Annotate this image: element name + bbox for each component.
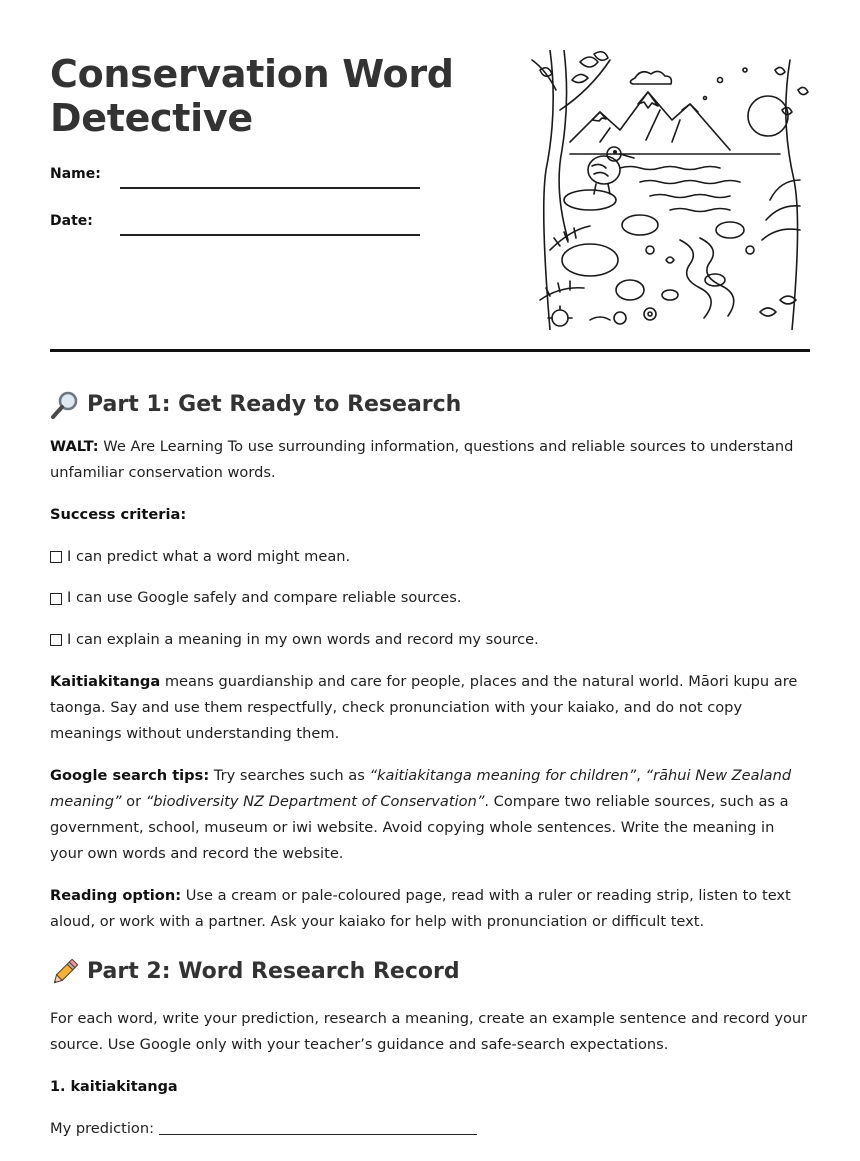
walt-text: We Are Learning To use surrounding information, questions and reliable sources to understand unfamiliar conservation words. <box>50 438 794 481</box>
criteria-item-1-text: I can predict what a word might mean. <box>67 547 351 565</box>
part1-heading-text: Part 1: Get Ready to Research <box>87 392 462 417</box>
reading-option-text: Use a cream or pale-coloured page, read with a ruler or reading strip, listen to text aloud, or work with a partner. Ask your kaiako for help with pronunciation or difficult text. <box>50 886 791 930</box>
worksheet-content <box>50 352 810 1142</box>
kaitiakitanga-text: means guardianship and care for people, places and the natural world. Māori kupu are taonga. Say and use them respectfully, check pronunciation with your kaiako, and do not copy meanings without understanding them. <box>50 672 798 742</box>
name-field[interactable] <box>50 166 420 190</box>
criteria-item-3[interactable] <box>50 627 810 653</box>
google-query-3: “biodiversity NZ Department of Conservation” <box>145 792 485 810</box>
success-criteria-label <box>50 502 810 528</box>
walt-label: WALT: <box>50 438 99 455</box>
reading-option-paragraph <box>50 883 810 935</box>
kaitiakitanga-label: Kaitiakitanga <box>50 672 161 690</box>
google-query-2: “rāhui New Zealand meaning” <box>50 766 792 810</box>
name-label: Name: <box>50 166 101 182</box>
worksheet-header <box>50 0 810 352</box>
walt-paragraph <box>50 434 810 486</box>
prediction-label: My prediction: <box>50 1119 159 1137</box>
date-label: Date: <box>50 213 93 229</box>
part2-intro: For each word, write your prediction, research a meaning, create an example sentence and record your source. Use Google only with your teacher’s guidance and safe-search expectations. <box>50 1009 808 1053</box>
magnifying-glass-icon <box>50 390 80 420</box>
prediction-row[interactable] <box>50 1116 810 1142</box>
prediction-write-line[interactable] <box>159 1120 477 1135</box>
name-write-line[interactable] <box>120 187 420 189</box>
reading-option-label: Reading option: <box>50 886 182 904</box>
pencil-icon <box>50 957 80 987</box>
checkbox-1[interactable] <box>50 551 62 563</box>
date-field[interactable] <box>50 213 420 237</box>
google-tips-paragraph <box>50 763 810 867</box>
part2-heading <box>50 955 810 989</box>
word-1-title: 1. kaitiakitanga <box>50 1078 178 1095</box>
part2-heading-text: Part 2: Word Research Record <box>87 958 460 984</box>
google-query-1: “kaitiakitanga meaning for children” <box>369 766 637 784</box>
google-sep-1: , <box>636 766 646 784</box>
criteria-item-2-text: I can use Google safely and compare reliable sources. <box>67 589 462 606</box>
page-title: Conservation Word Detective <box>50 52 454 140</box>
criteria-item-3-text: I can explain a meaning in my own words and record my source. <box>67 630 539 648</box>
checkbox-2[interactable] <box>50 593 62 605</box>
success-criteria-heading: Success criteria: <box>50 506 187 523</box>
google-tips-post: . Compare two reliable sources, such as a government, school, museum or iwi website. Avoid copying whole sentences. Write the meaning in your own words and record the website. <box>50 792 789 862</box>
criteria-item-2[interactable] <box>50 585 810 611</box>
part1-heading <box>50 388 810 422</box>
nature-scene-kiwi-mountains-icon <box>530 50 810 330</box>
google-sep-2: or <box>121 792 146 810</box>
date-write-line[interactable] <box>120 234 420 236</box>
kaitiakitanga-paragraph <box>50 669 810 747</box>
criteria-item-1[interactable] <box>50 544 810 570</box>
google-tips-pre: Try searches such as <box>209 766 370 784</box>
google-tips-label: Google search tips: <box>50 766 210 784</box>
worksheet-page <box>50 0 810 1161</box>
checkbox-3[interactable] <box>50 634 62 646</box>
